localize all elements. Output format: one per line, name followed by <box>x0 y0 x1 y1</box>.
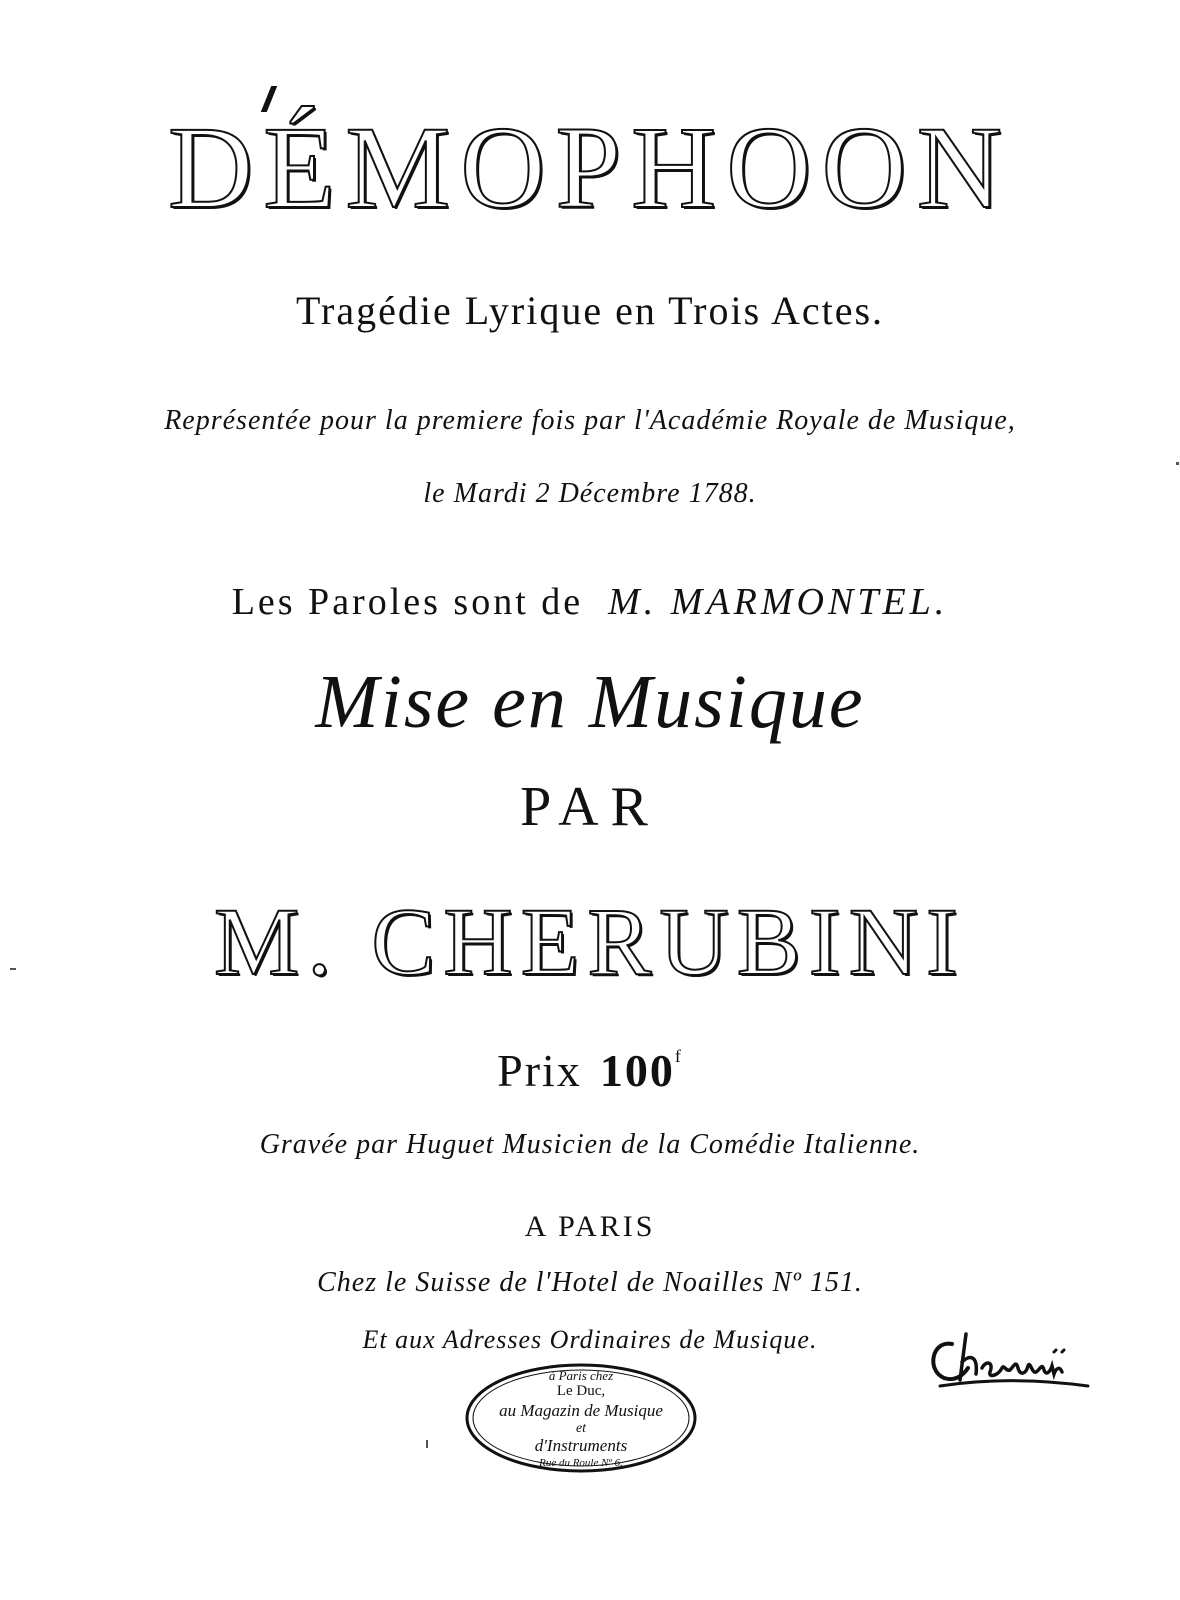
premiere-date: le Mardi 2 Décembre 1788. <box>423 478 757 509</box>
price-line <box>0 1030 1180 1097</box>
publisher-address: Chez le Suisse de l'Hotel de Noailles Nº 151. <box>317 1267 863 1298</box>
paper-speck <box>426 1440 428 1448</box>
representation-note: Représentée pour la premiere fois par l'Académie Royale de Musique, <box>164 405 1016 436</box>
subtitle: Tragédie Lyrique en Trois Actes. <box>295 288 885 333</box>
librettist-name: M. MARMONTEL. <box>608 581 949 623</box>
stamp-line-6: Rue du Roule Nº 6. <box>539 1457 623 1469</box>
mise-en-musique: Mise en Musique <box>315 660 865 744</box>
city-line: A PARIS <box>524 1210 656 1243</box>
librettist-line <box>0 580 1180 624</box>
price-unit: f <box>674 1046 683 1066</box>
price-label: Prix <box>497 1045 582 1096</box>
stamp-line-4: et <box>575 1421 587 1436</box>
paper-speck <box>10 968 16 970</box>
engraver-line: Gravée par Huguet Musicien de la Comédie Italienne. <box>259 1129 921 1160</box>
stamp-line-5: d'Instruments <box>534 1436 628 1455</box>
price-value: 100 <box>599 1045 675 1096</box>
librettist-prefix: Les Paroles sont de <box>231 581 584 623</box>
stamp-line-1: à Paris chez <box>548 1368 614 1383</box>
stamp-line-3: au Magazin de Musique <box>499 1401 663 1420</box>
other-addresses: Et aux Adresses Ordinaires de Musique. <box>362 1325 818 1354</box>
paper-speck <box>1176 462 1179 465</box>
composer-name: M. CHERUBINI <box>213 888 966 995</box>
page-title: DÉMOPHOON <box>168 102 1012 233</box>
par-label: PAR <box>520 776 660 838</box>
stamp-line-2: Le Duc, <box>556 1383 606 1399</box>
composer-signature <box>920 1322 1100 1402</box>
